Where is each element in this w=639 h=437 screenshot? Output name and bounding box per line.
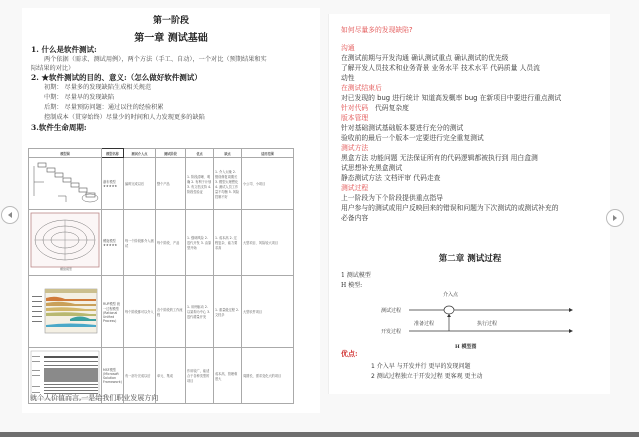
model-name: RUP模型 统一过程模型 (Rational Unified Process) bbox=[102, 276, 124, 348]
text-line: 代码复杂度 bbox=[375, 104, 409, 112]
section-heading: 2. ★软件测试的目的、意义:（怎么做好软件测试） bbox=[31, 73, 202, 82]
col-header: 适用范围 bbox=[242, 149, 294, 158]
test-stage: 每个阶段、产品 bbox=[156, 210, 186, 276]
test-stage: 整个产品 bbox=[156, 158, 186, 210]
table-header-row bbox=[29, 149, 294, 158]
test-model-label: 1 测试模型 bbox=[341, 272, 371, 279]
h-model-diagram bbox=[329, 284, 611, 346]
table-row bbox=[29, 158, 294, 210]
text-line: 针对基础测试基础版本要进行充分的测试 bbox=[341, 124, 464, 132]
chevron-right-icon bbox=[611, 214, 619, 222]
scope: 小公司、小项目 bbox=[242, 158, 294, 210]
spiral-diagram-icon bbox=[30, 212, 100, 272]
stage-title: 第一阶段 bbox=[152, 16, 189, 26]
text-line: 试思想补充黑盒测试 bbox=[341, 164, 403, 172]
text-line: 初期： 尽量多的发现缺陷生成相关规范 bbox=[44, 84, 152, 91]
table-row bbox=[29, 276, 294, 348]
entry-point: 每一个阶段都介入测试 bbox=[124, 210, 156, 276]
section-heading: 1. 什么是软件测试: bbox=[31, 45, 97, 54]
rup-diagram-icon bbox=[30, 286, 100, 336]
question-heading: 如何尽量多的发现缺陷? bbox=[341, 26, 413, 34]
next-page-button[interactable] bbox=[606, 209, 624, 227]
text-line: 黑盒方法 功能问题 无法保证所有的代码逻辑都被执行到 用白盒测 bbox=[341, 154, 538, 162]
block-heading: 版本管理 bbox=[341, 114, 369, 122]
text-line: 两个依据（需求、测试用例），两个方法（手工、自动），一个对比（预期结果和实 bbox=[44, 56, 267, 63]
cons: 1. 重量级过程 2. 文档多 bbox=[214, 276, 242, 348]
col-header: 缺点 bbox=[214, 149, 242, 158]
cons: 1. 介入太晚 2. 错误修复周期长 3. 模型太理想化 4. 测试人员工作量不均衡 5. 风险控制不好 bbox=[214, 158, 242, 210]
advantages-label: 优点: bbox=[341, 349, 358, 358]
scope: 大型项目、风险较大项目 bbox=[242, 210, 294, 276]
footer-text: 就个人价值而言,一是给我们职业发展方向 bbox=[30, 394, 159, 402]
text-line: 动性 bbox=[341, 74, 355, 82]
bottom-bar bbox=[0, 432, 639, 437]
pros: 1. 阶段清晰、明确 2. 有利于计划 3. 有文档支持 4. 阶段性验证 bbox=[186, 158, 214, 210]
section-heading: 3.软件生命周期: bbox=[31, 123, 87, 132]
text-line: 在测试前期与开发沟通 确认测试重点 确认测试的优先级 bbox=[341, 54, 509, 62]
col-header: 测试阶段 bbox=[156, 149, 186, 158]
block-heading: 沟通 bbox=[341, 44, 355, 52]
h-model-label: H 模型: bbox=[341, 282, 363, 289]
text-line: 用户参与的测试或用户反映回来的错误和问题为下次测试的或测试补充的 bbox=[341, 204, 559, 212]
col-header: 测试介入点 bbox=[124, 149, 156, 158]
spiral-diagram bbox=[29, 210, 102, 276]
scope: 大型软件项目 bbox=[242, 276, 294, 348]
waterfall-diagram-icon bbox=[30, 160, 100, 206]
text-line: 后期： 尽量预防问题：通过以往的经验积累 bbox=[44, 104, 164, 111]
text-line: 验收前的最后一个版本一定要进行完全重复测试 bbox=[341, 134, 484, 142]
prev-page-button[interactable] bbox=[1, 206, 19, 224]
pros: 1. 强调风险 2. 迭代开发 3. 由原型开始 bbox=[186, 210, 214, 276]
text-line: 必备内容 bbox=[341, 214, 369, 222]
table-row bbox=[29, 210, 294, 276]
block-heading: 在测试结束后 bbox=[341, 84, 382, 92]
cons: 1. 成本高 2. 过程复杂、能力要求高 bbox=[214, 210, 242, 276]
advantage-item: 1 介入早 与开发并行 更早的发现问题 bbox=[371, 363, 471, 370]
text-line: 静态测试方法 文档评审 代码走查 bbox=[341, 174, 441, 182]
waterfall-diagram bbox=[29, 158, 102, 210]
entry-point: 编码完成以后 bbox=[124, 158, 156, 210]
cons: 成本高，管理难度大 bbox=[214, 348, 242, 404]
block-heading: 测试方法 bbox=[341, 144, 369, 152]
svg-text:螺旋模型: 螺旋模型 bbox=[60, 267, 73, 271]
entry-point: 每个阶段都可以介入 bbox=[124, 276, 156, 348]
test-process-label: 测试过程 bbox=[381, 308, 402, 314]
test-stage: 单元、集成 bbox=[156, 348, 186, 404]
model-name: 螺旋模型 ★★★★★ bbox=[102, 210, 124, 276]
text-line: 中期： 尽量早的发现缺陷 bbox=[44, 94, 115, 101]
text-line: 了解开发人员技术和业务背景 业务水平 技术水平 代码质量 人员流 bbox=[341, 64, 540, 72]
prep-process-label: 准备过程 bbox=[414, 321, 435, 327]
entry-point: 有一部分完成以后 bbox=[124, 348, 156, 404]
col-header: 模型图 bbox=[29, 149, 102, 158]
right-page bbox=[328, 14, 610, 394]
lifecycle-table bbox=[28, 148, 294, 404]
scope: 周期长，需求变化大的项目 bbox=[242, 348, 294, 404]
text-line: 控制成本（贯穿始终）尽量少的时间和人力发现更多的缺陷 bbox=[44, 114, 205, 121]
dev-process-label: 开发过程 bbox=[381, 329, 402, 335]
col-header: 模型名称 bbox=[102, 149, 124, 158]
chapter2-title: 第二章 测试过程 bbox=[438, 254, 502, 264]
text-line: 上一阶段为下个阶段提供重点指导 bbox=[341, 194, 443, 202]
rup-diagram bbox=[29, 276, 102, 348]
block-heading: 测试过程 bbox=[341, 184, 369, 192]
chevron-left-icon bbox=[6, 211, 14, 219]
pros: 作用较广，能适合于各种类型的项目 bbox=[186, 348, 214, 404]
model-name: MSF模型 (Microsoft Solution Framework) bbox=[102, 348, 124, 404]
test-stage: 各个阶段的工作流程 bbox=[156, 276, 186, 348]
entry-point-label: 介入点 bbox=[443, 292, 459, 298]
model-name: 瀑布模型 ★★★★★ bbox=[102, 158, 124, 210]
col-header: 优点 bbox=[186, 149, 214, 158]
text-line: 际结果的对比） bbox=[31, 65, 75, 72]
pros: 1. 用例驱动 2. 以架构为中心 3. 迭代增量开发 bbox=[186, 276, 214, 348]
chapter-title: 第一章 测试基础 bbox=[134, 33, 208, 44]
block-heading: 针对代码 bbox=[341, 104, 369, 112]
exec-process-label: 执行过程 bbox=[477, 321, 498, 327]
text-line: 对已发现的 bug 进行统计 知道高发概率 bug 在新项目中要进行重点测试 bbox=[341, 94, 562, 102]
h-diagram-caption: H 模型图 bbox=[455, 344, 477, 350]
advantage-item: 2 测试过程独立于开发过程 更客观 更主动 bbox=[371, 373, 483, 380]
